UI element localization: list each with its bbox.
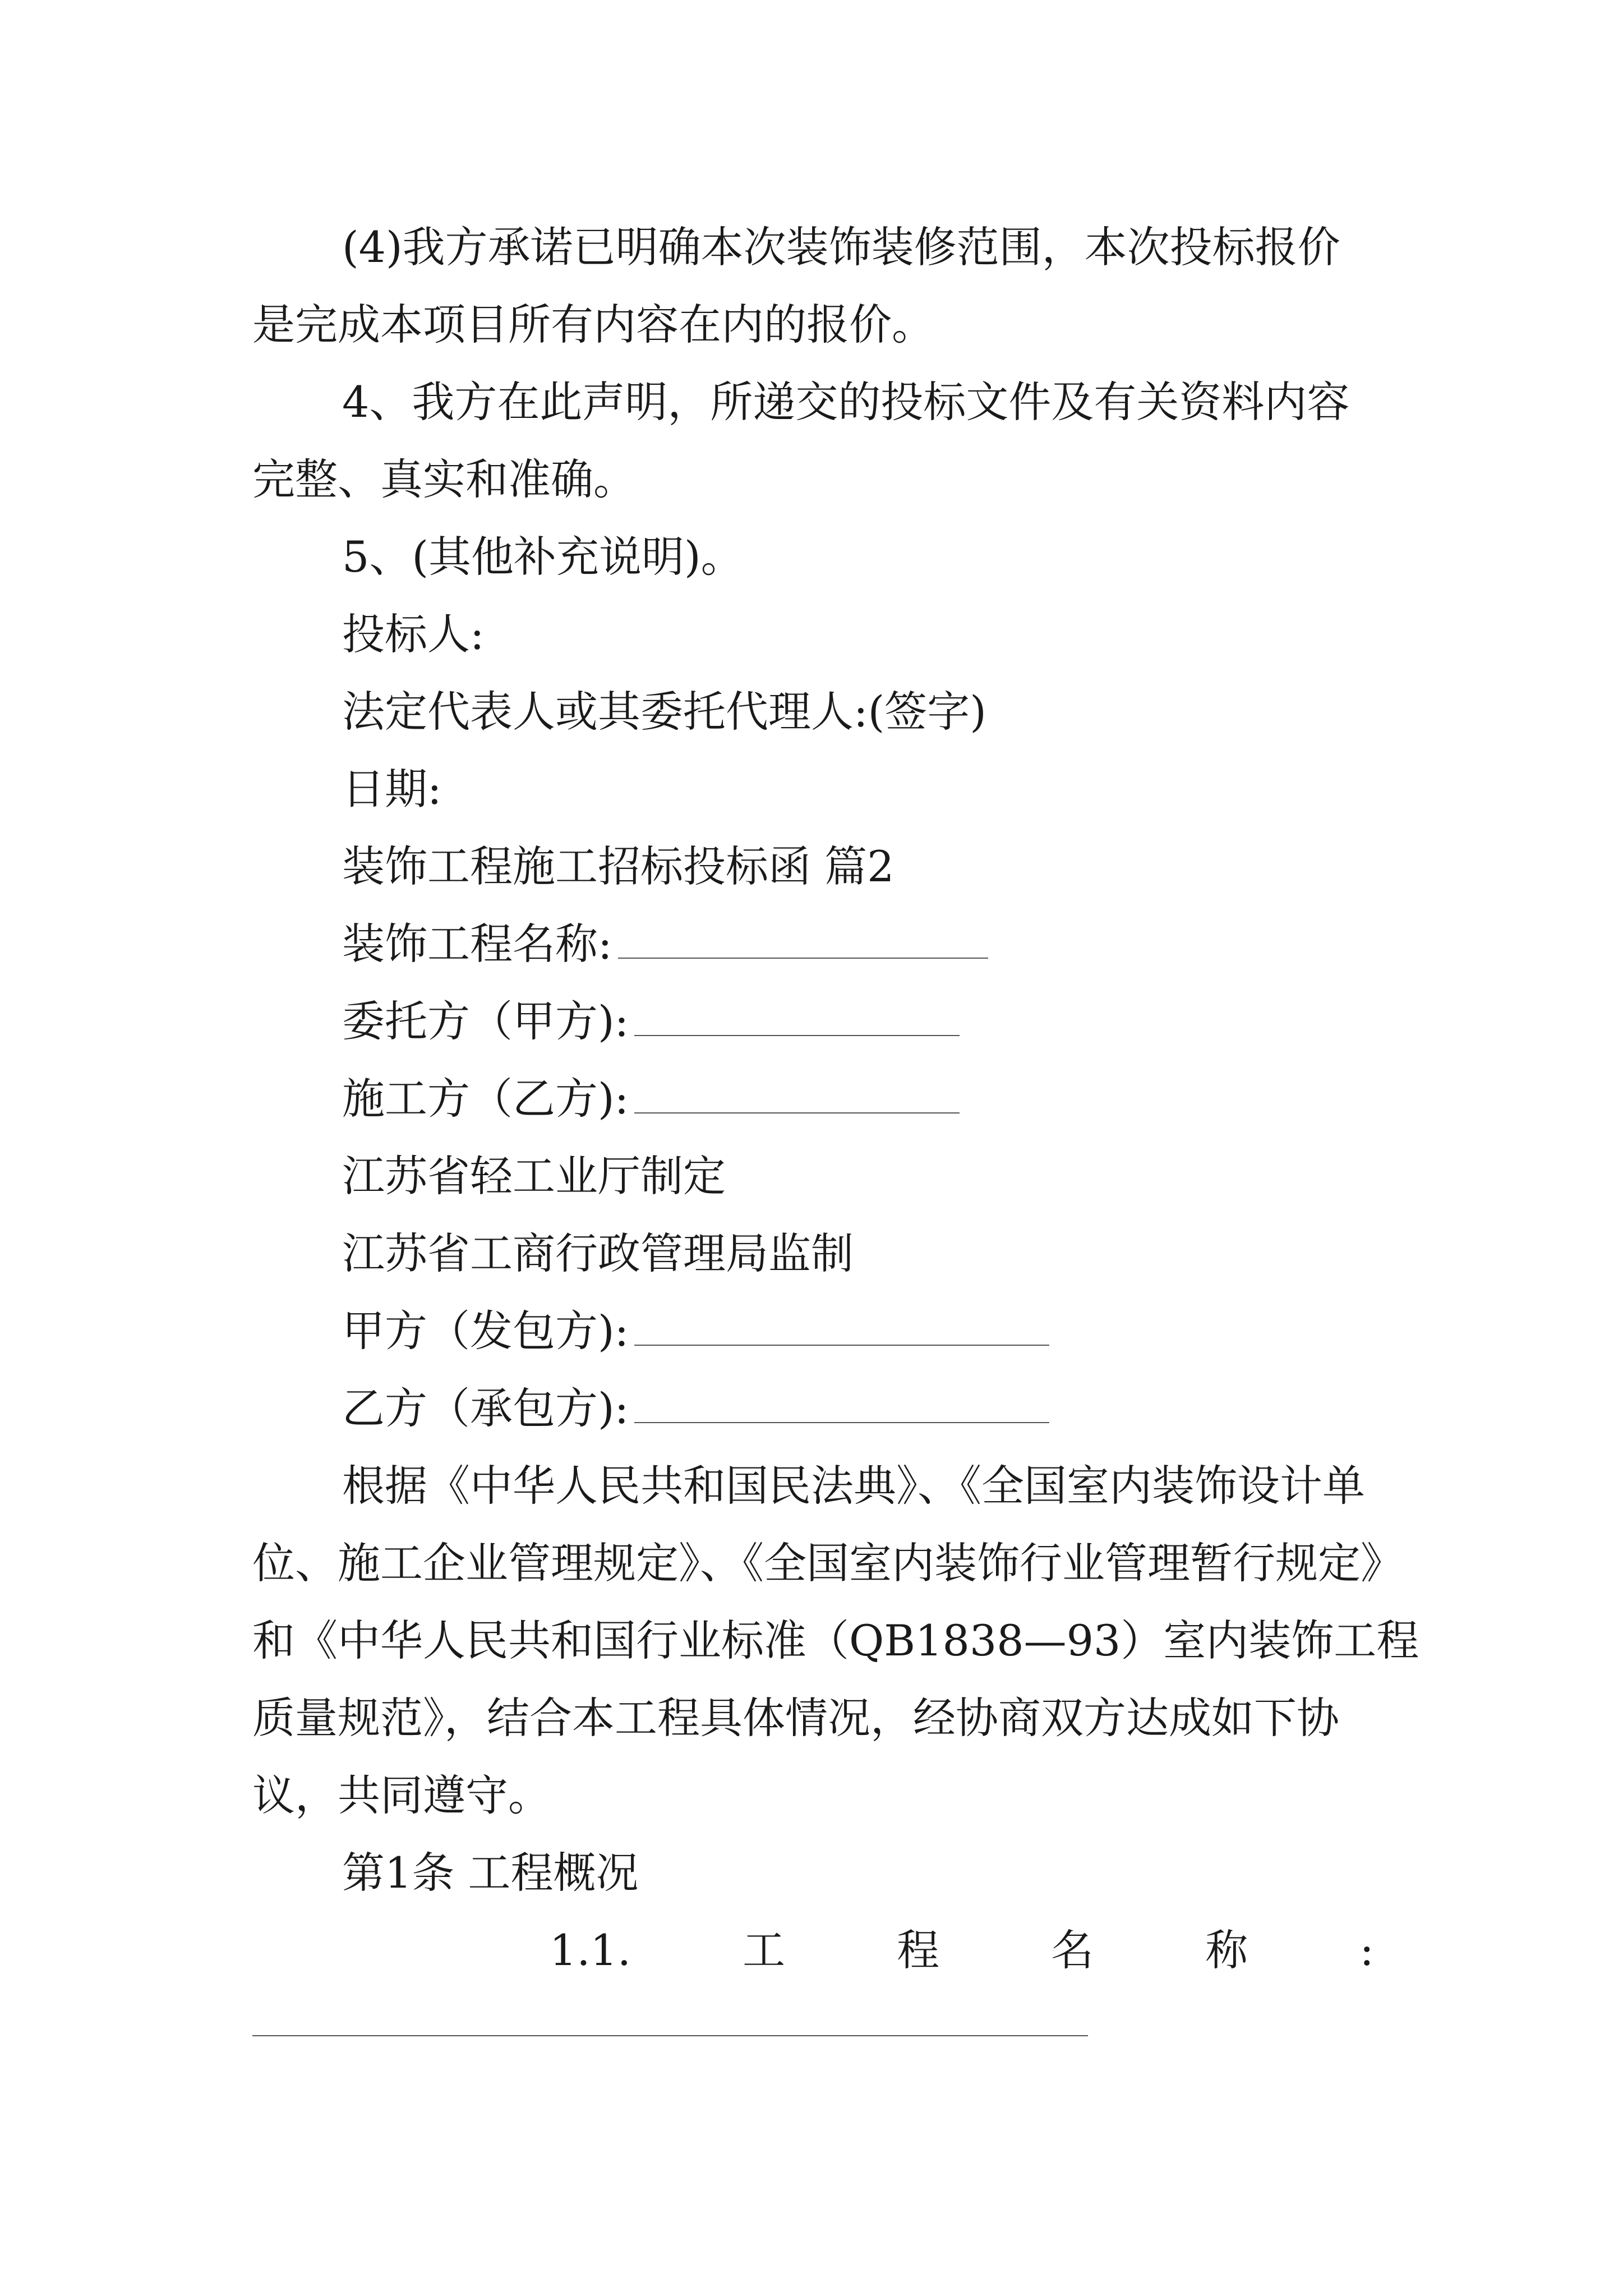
item-1-1-char: 程 bbox=[897, 1925, 940, 1975]
paragraph-declaration-line2: 完整、真实和准确。 bbox=[252, 454, 636, 504]
party-a-blank bbox=[634, 1311, 1049, 1346]
basis-paragraph-line3: 和《中华人民共和国行业标准（QB1838—93）室内装饰工程 bbox=[252, 1616, 1419, 1665]
party-a-label: 甲方（发包方): bbox=[342, 1306, 629, 1356]
item-1-1-blank-line bbox=[252, 2035, 1088, 2036]
paragraph-other-notes: 5、(其他补充说明)。 bbox=[342, 532, 744, 582]
item-1-1-char: 工 bbox=[743, 1925, 786, 1975]
supervisor-line: 江苏省工商行政管理局监制 bbox=[342, 1228, 854, 1278]
party-a-field bbox=[342, 1292, 1464, 1370]
item-1-1-colon: : bbox=[1359, 1925, 1374, 1975]
project-name-label: 装饰工程名称: bbox=[342, 919, 612, 969]
party-b-blank bbox=[634, 1388, 1049, 1423]
item-1-1-number: 1.1. bbox=[550, 1925, 631, 1975]
paragraph-item4-line1: (4)我方承诺已明确本次装饰装修范围，本次投标报价 bbox=[342, 222, 1340, 272]
date-label: 日期: bbox=[342, 764, 442, 814]
legal-representative-label: 法定代表人或其委托代理人:(签字) bbox=[342, 687, 986, 737]
project-name-blank bbox=[618, 924, 988, 959]
contractor-field bbox=[342, 1060, 1464, 1138]
party-b-label: 乙方（承包方): bbox=[342, 1383, 629, 1433]
basis-paragraph-line2: 位、施工企业管理规定》、《全国室内装饰行业管理暂行规定》 bbox=[252, 1538, 1403, 1588]
paragraph-declaration-line1: 4、我方在此声明，所递交的投标文件及有关资料内容 bbox=[342, 377, 1350, 427]
issuer-line: 江苏省轻工业厅制定 bbox=[342, 1151, 726, 1201]
project-name-field bbox=[342, 905, 1464, 983]
contractor-label: 施工方（乙方): bbox=[342, 1074, 629, 1124]
item-1-1-project-name bbox=[550, 1912, 1374, 1989]
article-1-heading: 第1条 工程概况 bbox=[342, 1848, 639, 1898]
paragraph-item4-line2: 是完成本项目所有内容在内的报价。 bbox=[252, 300, 934, 349]
section-title: 装饰工程施工招标投标函 篇2 bbox=[342, 841, 895, 891]
basis-paragraph-line4: 质量规范》，结合本工程具体情况，经协商双方达成如下协 bbox=[252, 1693, 1339, 1743]
client-blank bbox=[634, 1001, 960, 1036]
party-b-field bbox=[342, 1370, 1464, 1447]
basis-paragraph-line5: 议，共同遵守。 bbox=[252, 1770, 551, 1820]
bidder-label: 投标人: bbox=[342, 609, 485, 659]
item-1-1-char: 称 bbox=[1205, 1925, 1248, 1975]
item-1-1-char: 名 bbox=[1051, 1925, 1094, 1975]
basis-paragraph-line1: 根据《中华人民共和国民法典》、《全国室内装饰设计单 bbox=[342, 1461, 1365, 1511]
client-field bbox=[342, 983, 1464, 1060]
contractor-blank bbox=[634, 1079, 960, 1114]
client-label: 委托方（甲方): bbox=[342, 996, 629, 1046]
